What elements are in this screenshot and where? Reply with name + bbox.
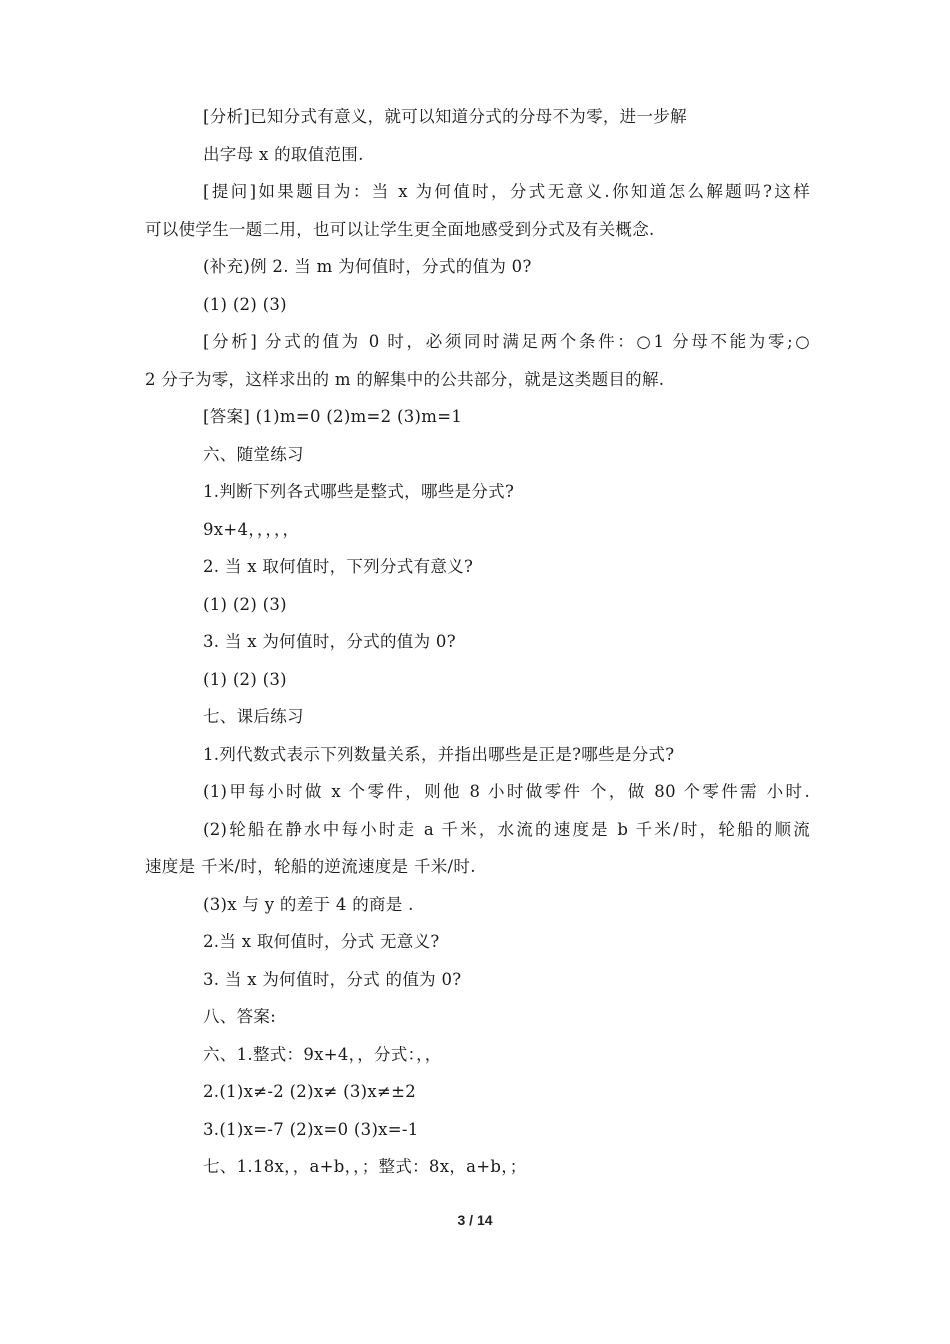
paragraph-line: [提问]如果题目为：当 x 为何值时，分式无意义.你知道怎么解题吗?这样 (203, 182, 810, 201)
paragraph-line: [分析] 分式的值为 0 时，必须同时满足两个条件：○1 分母不能为零;○ (203, 332, 810, 351)
paragraph-line: 出字母 x 的取值范围. (203, 144, 364, 164)
paragraph-line: (1)甲每小时做 x 个零件，则他 8 小时做零件 个，做 80 个零件需 小时. (203, 782, 810, 801)
paragraph-line: (1) (2) (3) (203, 594, 287, 614)
paragraph-line: 2 分子为零，这样求出的 m 的解集中的公共部分，就是这类题目的解. (145, 369, 665, 389)
page-number: 3 / 14 (457, 1212, 493, 1228)
paragraph-line: (补充)例 2. 当 m 为何值时，分式的值为 0? (203, 257, 532, 276)
paragraph-line: 七、1.18x，，a+b，，；整式：8x，a+b，； (203, 1157, 527, 1176)
paragraph-line: (1) (2) (3) (203, 294, 287, 314)
section-heading: 八、答案: (203, 1007, 277, 1026)
paragraph-line: 2. 当 x 取何值时，下列分式有意义? (203, 557, 474, 576)
paragraph-line: (1) (2) (3) (203, 669, 287, 689)
paragraph-line: 3. 当 x 为何值时，分式的值为 0? (203, 632, 456, 651)
paragraph-line: 速度是 千米/时，轮船的逆流速度是 千米/时. (145, 857, 476, 876)
document-body (145, 98, 810, 1186)
paragraph-line: 可以使学生一题二用，也可以让学生更全面地感受到分式及有关概念. (145, 219, 655, 239)
paragraph-line: 1.列代数式表示下列数量关系，并指出哪些是正是?哪些是分式? (203, 744, 675, 764)
paragraph-line: 9x+4，，，，， (203, 519, 300, 539)
paragraph-line: [答案] (1)m=0 (2)m=2 (3)m=1 (203, 407, 463, 426)
section-heading: 六、随堂练习 (203, 444, 304, 464)
paragraph-line: 1.判断下列各式哪些是整式，哪些是分式? (203, 482, 515, 501)
paragraph-line: [分析]已知分式有意义，就可以知道分式的分母不为零，进一步解 (203, 107, 687, 126)
paragraph-line: 2.(1)x≠-2 (2)x≠ (3)x≠±2 (203, 1082, 417, 1101)
paragraph-line: 3.(1)x=-7 (2)x=0 (3)x=-1 (203, 1119, 419, 1139)
paragraph-line: 六、1.整式：9x+4，，分式：，， (203, 1044, 442, 1064)
paragraph-line: 2.当 x 取何值时，分式 无意义? (203, 932, 440, 951)
section-heading: 七、课后练习 (203, 707, 304, 726)
paragraph-line: 3. 当 x 为何值时，分式 的值为 0? (203, 969, 462, 989)
paragraph-line: (3)x 与 y 的差于 4 的商是 . (203, 894, 414, 914)
paragraph-line: (2)轮船在静水中每小时走 a 千米，水流的速度是 b 千米/时，轮船的顺流 (203, 819, 810, 839)
